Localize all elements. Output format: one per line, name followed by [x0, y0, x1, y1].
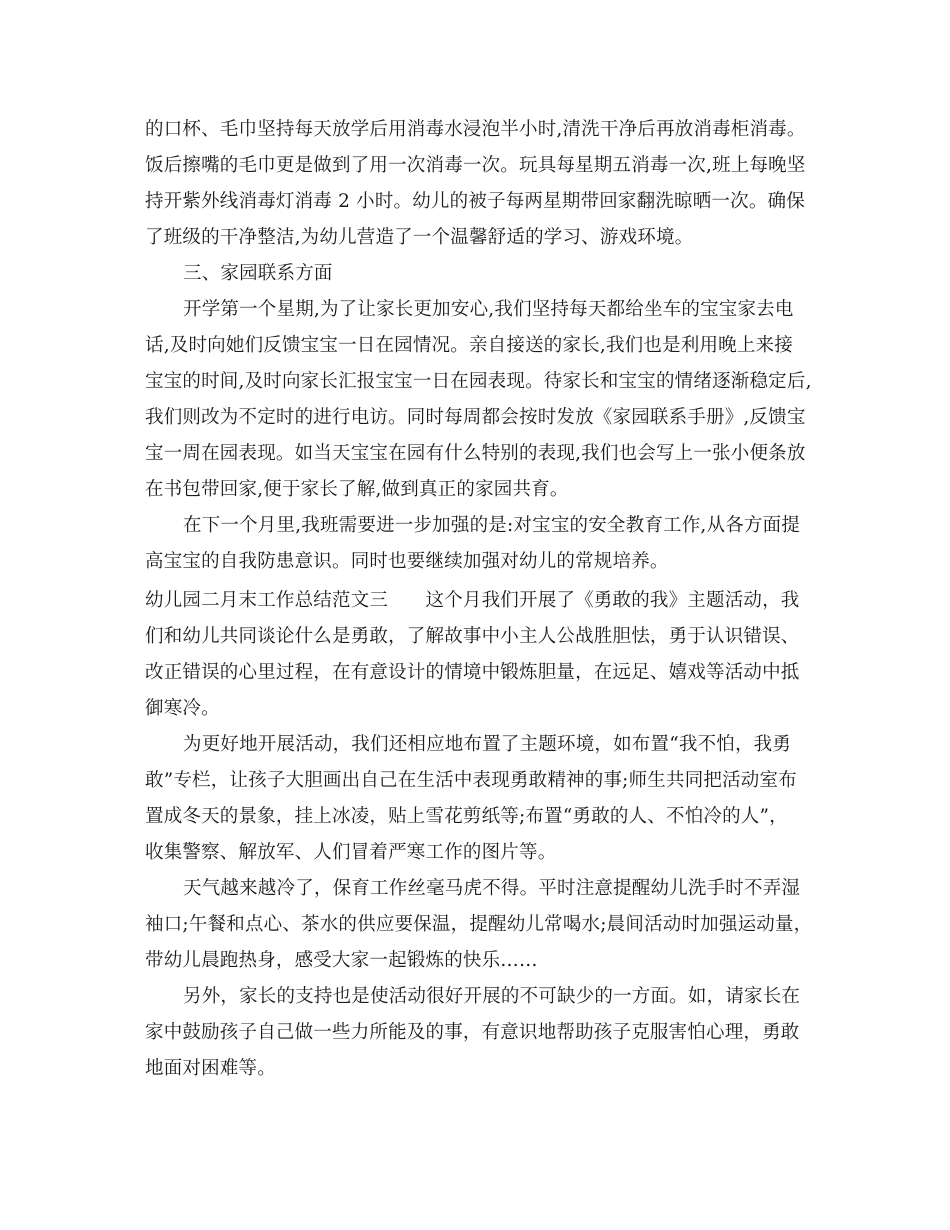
text-line: 饭后擦嘴的毛巾更是做到了用一次消毒一次。玩具每星期五消毒一次,班上每晚坚: [145, 155, 806, 176]
text-line: 高宝宝的自我防患意识。同时也要继续加强对幼儿的常规培养。: [145, 551, 669, 572]
text-line: 御寒冷。: [145, 698, 220, 719]
text-line: 天气越来越冷了，保育工作丝毫马虎不得。平时注意提醒幼儿洗手时不弄湿: [183, 878, 801, 899]
text-line: 们和幼儿共同谈论什么是勇敢，了解故事中小主人公战胜胆怯，勇于认识错误、: [145, 626, 800, 647]
text-line: 收集警察、解放军、人们冒着严寒工作的图片等。: [145, 842, 557, 863]
text-line: 为更好地开展活动，我们还相应地布置了主题环境，如布置“我不怕，我勇: [183, 734, 792, 755]
subtitle-line: 幼儿园二月末工作总结范文三 这个月我们开展了《勇敢的我》主题活动，我: [145, 590, 800, 611]
text-line: 宝一周在园表现。如当天宝宝在园有什么特别的表现,我们也会写上一张小便条放: [145, 443, 806, 464]
text-line: 袖口;午餐和点心、茶水的供应要保温，提醒幼儿常喝水;晨间活动时加强运动量，: [145, 914, 813, 935]
text-line: 开学第一个星期,为了让家长更加安心,我们坚持每天都给坐车的宝宝家去电: [183, 299, 794, 320]
text-line: 在下一个月里,我班需要进一步加强的是:对宝宝的安全教育工作,从各方面提: [183, 515, 800, 536]
text-line: 敢”专栏，让孩子大胆画出自己在生活中表现勇敢精神的事;师生共同把活动室布: [145, 770, 797, 791]
text-line: 话,及时向她们反馈宝宝一日在园情况。亲自接送的家长,我们也是利用晚上来接: [145, 335, 793, 356]
text-line: 带幼儿晨跑热身，感受大家一起锻炼的快乐……: [145, 950, 538, 971]
text-line: 持开紫外线消毒灯消毒 2 小时。幼儿的被子每两星期带回家翻洗晾晒一次。确保: [145, 191, 805, 212]
text-line: 宝宝的时间,及时向家长汇报宝宝一日在园表现。待家长和宝宝的情绪逐渐稳定后,: [145, 371, 812, 392]
text-line: 置成冬天的景象，挂上冰凌，贴上雪花剪纸等;布置“勇敢的人、不怕冷的人”，: [145, 806, 788, 827]
text-line: 地面对困难等。: [145, 1058, 276, 1079]
text-line: 我们则改为不定时的进行电访。同时每周都会按时发放《家园联系手册》,反馈宝: [145, 407, 806, 428]
text-line: 家中鼓励孩子自己做一些力所能及的事，有意识地帮助孩子克服害怕心理，勇敢: [145, 1022, 800, 1043]
text-line: 另外，家长的支持也是使活动很好开展的不可缺少的一方面。如，请家长在: [183, 986, 801, 1007]
text-line: 在书包带回家,便于家长了解,做到真正的家园共育。: [145, 479, 569, 500]
section-heading: 三、家园联系方面: [183, 263, 333, 284]
text-line: 了班级的干净整洁,为幼儿营造了一个温馨舒适的学习、游戏环境。: [145, 227, 694, 248]
text-line: 的口杯、毛巾坚持每天放学后用消毒水浸泡半小时,清洗干净后再放消毒柜消毒。: [145, 119, 806, 140]
text-line: 改正错误的心里过程，在有意设计的情境中锻炼胆量，在远足、嬉戏等活动中抵: [145, 662, 800, 683]
